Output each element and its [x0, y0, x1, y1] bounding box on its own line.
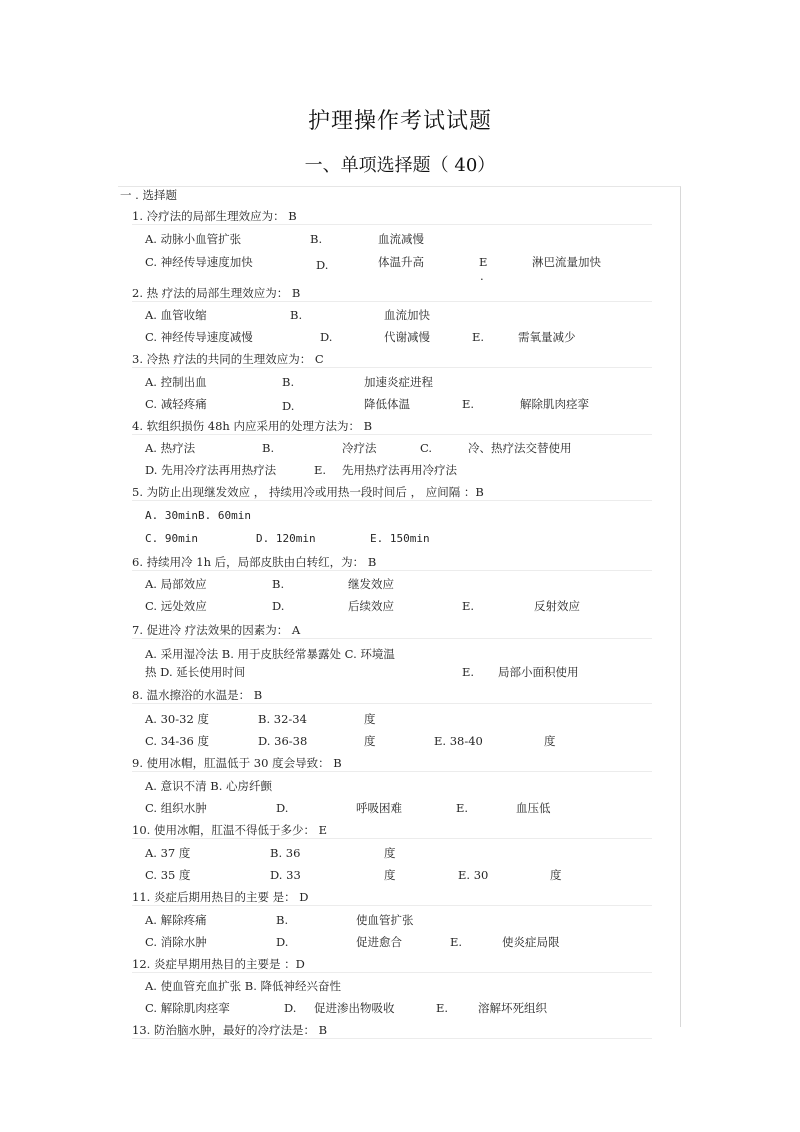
option-text: B. 32-34 — [258, 712, 307, 726]
option-text: C. 消除水肿 — [145, 935, 207, 949]
option-text: 度 — [550, 868, 562, 882]
option-text: 冷、热疗法交替使用 — [468, 441, 572, 455]
option-text: E. — [456, 801, 469, 815]
option-text: C. 35 度 — [145, 868, 191, 882]
option-text: C. 34-36 度 — [145, 734, 210, 748]
question-stem: 1. 冷疗法的局部生理效应为： B — [132, 208, 652, 225]
option-text: B. — [282, 375, 295, 389]
option-text: 血流加快 — [384, 308, 430, 322]
option-text: C. 减轻疼痛 — [145, 397, 207, 411]
option-text: E. — [462, 397, 475, 411]
option-text: 热 D. 延长使用时间 — [145, 665, 246, 679]
option-text: B. — [310, 232, 323, 246]
option-text: E. — [462, 599, 475, 613]
question-stem: 12. 炎症早期用热目的主要是 ：D — [132, 956, 652, 973]
option-text: 体温升高 — [378, 255, 424, 269]
option-text: E. — [314, 463, 327, 477]
option-text: A. 控制出血 — [145, 375, 207, 389]
option-text: D. — [284, 1001, 297, 1015]
option-text: 后续效应 — [348, 599, 394, 613]
option-text: A. 热疗法 — [145, 441, 196, 455]
option-text: D. — [282, 399, 295, 413]
option-text: D. — [316, 258, 329, 272]
section-subtitle: 一、单项选择题（ 40） — [304, 155, 496, 176]
option-text: 反射效应 — [534, 599, 580, 613]
option-text: A. 意识不清 B. 心房纤颤 — [145, 779, 273, 793]
option-text: 血流减慢 — [378, 232, 424, 246]
document-title: 护理操作考试试题 — [307, 109, 492, 134]
option-text: 血压低 — [516, 801, 551, 815]
option-text: E. 30 — [458, 868, 489, 882]
option-text: A. 局部效应 — [145, 577, 207, 591]
option-text: . — [480, 269, 484, 283]
option-text: 加速炎症进程 — [364, 375, 433, 389]
option-text: D. — [272, 599, 285, 613]
option-text: 度 — [384, 846, 396, 860]
option-text: E. — [436, 1001, 449, 1015]
option-text: D. 36-38 — [258, 734, 308, 748]
question-stem: 5. 为防止出现继发效应 ， 持续用冷或用热一段时间后 ， 应间隔 ：B — [132, 484, 652, 501]
option-text: E. — [462, 665, 475, 679]
option-text: 淋巴流量加快 — [532, 255, 601, 269]
option-text: D. — [320, 330, 333, 344]
option-text: E. 150min — [370, 532, 430, 545]
option-text: 代谢减慢 — [384, 330, 430, 344]
question-stem: 13. 防治脑水肿，最好的冷疗法是： B — [132, 1022, 652, 1039]
option-text: E. — [450, 935, 463, 949]
option-text: C. — [420, 441, 433, 455]
question-stem: 8. 温水擦浴的水温是： B — [132, 687, 652, 704]
option-text: 继发效应 — [348, 577, 394, 591]
option-text: 降低体温 — [364, 397, 410, 411]
option-text: B. — [262, 441, 275, 455]
option-text: C. 90min — [145, 532, 198, 545]
question-stem: 9. 使用冰帽，肛温低于 30 度会导致： B — [132, 755, 652, 772]
option-text: 呼吸困难 — [356, 801, 402, 815]
option-text: D. 先用冷疗法再用热疗法 — [145, 463, 277, 477]
option-text: C. 神经传导速度加快 — [145, 255, 253, 269]
option-text: 使血管扩张 — [356, 913, 414, 927]
question-stem: 11. 炎症后期用热目的主要 是： D — [132, 889, 652, 906]
option-text: 促进愈合 — [356, 935, 402, 949]
option-text: 先用热疗法再用冷疗法 — [342, 463, 457, 477]
option-text: 需氧量减少 — [518, 330, 576, 344]
option-text: 溶解坏死组织 — [478, 1001, 547, 1015]
option-text: B. — [290, 308, 303, 322]
option-text: A. 37 度 — [145, 846, 191, 860]
question-stem: 10. 使用冰帽，肛温不得低于多少： E — [132, 822, 652, 839]
option-text: 度 — [364, 712, 376, 726]
option-text: 促进渗出物吸收 — [314, 1001, 395, 1015]
option-text: C. 远处效应 — [145, 599, 207, 613]
option-text: B. — [272, 577, 285, 591]
option-text: D. 120min — [256, 532, 316, 545]
section-header: 一 . 选择题 — [120, 188, 177, 202]
option-text: E. 38-40 — [434, 734, 483, 748]
option-text: D. — [276, 801, 289, 815]
option-text: D. 33 — [270, 868, 301, 882]
option-text: E — [479, 255, 488, 269]
option-text: A. 采用湿冷法 B. 用于皮肤经常暴露处 C. 环境温 — [145, 647, 395, 661]
option-text: A. 动脉小血管扩张 — [145, 232, 242, 246]
option-text: C. 组织水肿 — [145, 801, 207, 815]
option-text: 度 — [544, 734, 556, 748]
option-text: 局部小面积使用 — [498, 665, 579, 679]
option-text: 使炎症局限 — [502, 935, 560, 949]
option-text: C. 解除肌肉痉挛 — [145, 1001, 230, 1015]
option-text: E. — [472, 330, 485, 344]
question-stem: 2. 热 疗法的局部生理效应为： B — [132, 285, 652, 302]
option-text: A. 使血管充血扩张 B. 降低神经兴奋性 — [145, 979, 342, 993]
option-text: A. 30minB. 60min — [145, 509, 251, 522]
option-text: B. — [276, 913, 289, 927]
option-text: 度 — [364, 734, 376, 748]
question-stem: 4. 软组织损伤 48h 内应采用的处理方法为： B — [132, 418, 652, 435]
option-text: 解除肌肉痉挛 — [520, 397, 589, 411]
option-text: C. 神经传导速度减慢 — [145, 330, 253, 344]
option-text: A. 血管收缩 — [145, 308, 207, 322]
option-text: A. 解除疼痛 — [145, 913, 207, 927]
option-text: 度 — [384, 868, 396, 882]
question-stem: 6. 持续用冷 1h 后，局部皮肤由白转红，为： B — [132, 554, 652, 571]
option-text: D. — [276, 935, 289, 949]
question-stem: 3. 冷热 疗法的共同的生理效应为： C — [132, 351, 652, 368]
option-text: A. 30-32 度 — [145, 712, 209, 726]
option-text: B. 36 — [270, 846, 301, 860]
option-text: 冷疗法 — [342, 441, 377, 455]
question-stem: 7. 促进冷 疗法效果的因素为： A — [132, 622, 652, 639]
